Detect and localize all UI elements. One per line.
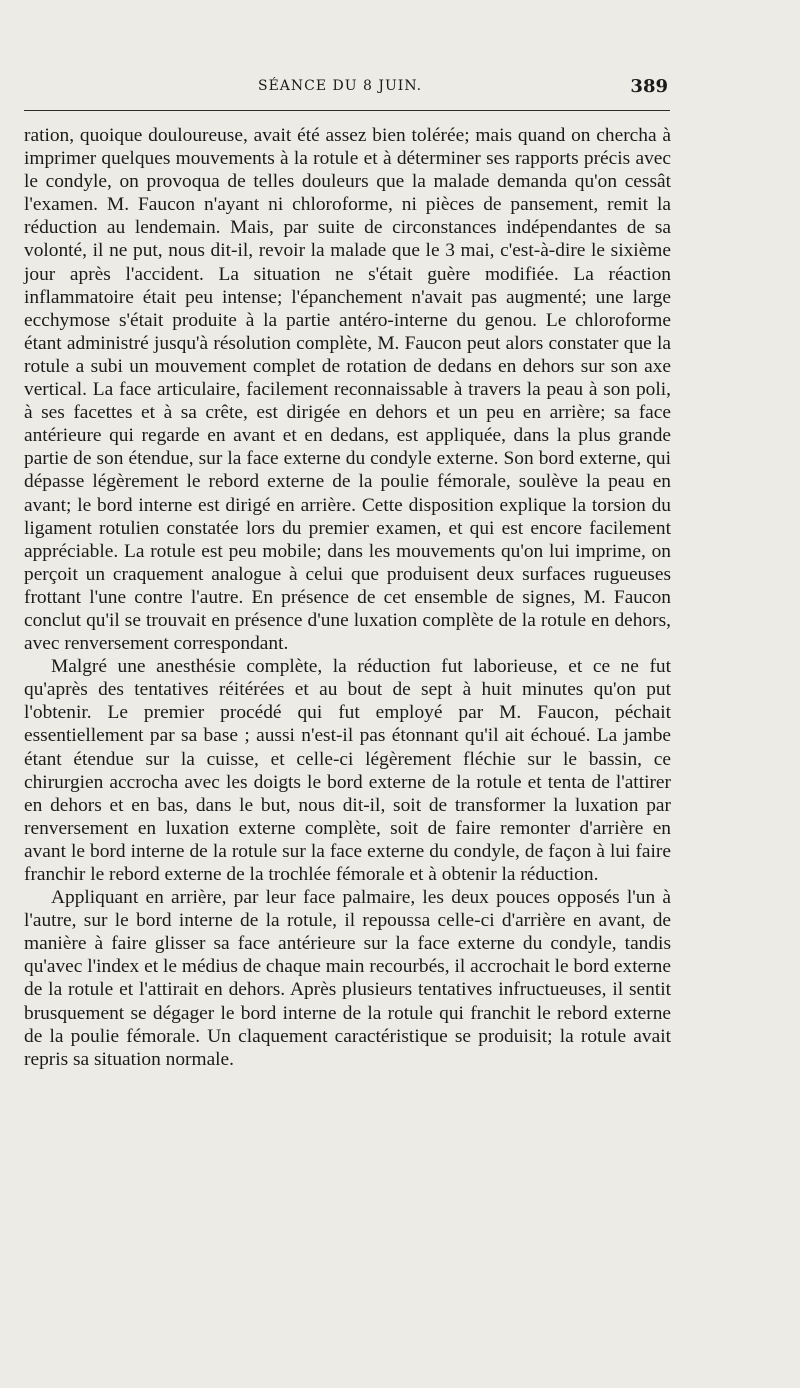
paragraph-2: Malgré une anesthésie complète, la réduction fut laborieuse, et ce ne fut qu'après des tentatives réitérées et au bout de sept à huit minutes qu'on put l'obtenir. Le premier procédé qui fut employé par M. Faucon, péchait essentiellement par sa base ; aussi n'est-il pas étonnant qu'il ait échoué. La jambe étant étendue sur la cuisse, et celle-ci légèrement fléchie sur le bassin, ce chirurgien accrocha avec les doigts le bord externe de la rotule et tenta de l'attirer en dehors et en bas, dans le but, nous dit-il, soit de transformer la luxation par renversement en luxation externe complète, soit de faire remonter d'arrière en avant le bord interne de la rotule sur la face externe du condyle, de façon à lui faire franchir le rebord externe de la trochlée fémorale et à obtenir la réduction.: [24, 656, 671, 885]
page-number: 389: [630, 76, 668, 97]
paragraph-3: Appliquant en arrière, par leur face palmaire, les deux pouces opposés l'un à l'autre, sur le bord interne de la rotule, il repoussa celle-ci d'arrière en avant, de manière à faire glisser sa face antérieure sur la face externe du condyle, tandis qu'avec l'index et le médius de chaque main recourbés, il accrochait le bord externe de la rotule et l'attirait en dehors. Après plusieurs tentatives infructueuses, il sentit brusquement se dégager le bord interne de la rotule qui franchit le rebord externe de la poulie fémorale. Un claquement caractéristique se produisit; la rotule avait repris sa situation normale.: [24, 887, 671, 1070]
running-title: SÉANCE DU 8 JUIN.: [258, 78, 423, 94]
running-header: [24, 76, 668, 100]
paragraph-1: ration, quoique douloureuse, avait été assez bien tolérée; mais quand on chercha à imprimer quelques mouvements à la rotule et à déterminer ses rapports précis avec le condyle, on provoqua de telles douleurs que la malade demanda qu'on cessât l'examen. M. Faucon n'ayant ni chloroforme, ni pièces de pansement, remit la réduction au lendemain. Mais, par suite de circonstances indépendantes de sa volonté, il ne put, nous dit-il, revoir la malade que le 3 mai, c'est-à-dire le sixième jour après l'accident. La situation ne s'était guère modifiée. La réaction inflammatoire était peu intense; l'épanchement n'avait pas augmenté; une large ecchymose s'était produite à la partie antéro-interne du genou. Le chloroforme étant administré jusqu'à résolution complète, M. Faucon peut alors constater que la rotule a subi un mouvement complet de rotation de dedans en dehors sur son axe vertical. La face articulaire, facilement reconnaissable à travers la peau à son poli, à ses facettes et à sa crête, est dirigée en dehors et un peu en arrière; sa face antérieure qui regarde en avant et en dedans, est appliquée, dans la plus grande partie de son étendue, sur la face externe du condyle externe. Son bord externe, qui dépasse légèrement le rebord externe de la poulie fémorale, soulève la peau en avant; le bord interne est dirigé en arrière. Cette disposition explique la torsion du ligament rotulien constatée lors du premier examen, et qui est encore facilement appréciable. La rotule est peu mobile; dans les mouvements qu'on lui imprime, on perçoit un craquement analogue à celui que produisent deux surfaces rugueuses frottant l'une contre l'autre. En présence de cet ensemble de signes, M. Faucon conclut qu'il se trouvait en présence d'une luxation complète de la rotule en dehors, avec renversement correspondant.: [24, 125, 671, 655]
body-text: [24, 124, 671, 1071]
header-rule: [24, 110, 670, 111]
